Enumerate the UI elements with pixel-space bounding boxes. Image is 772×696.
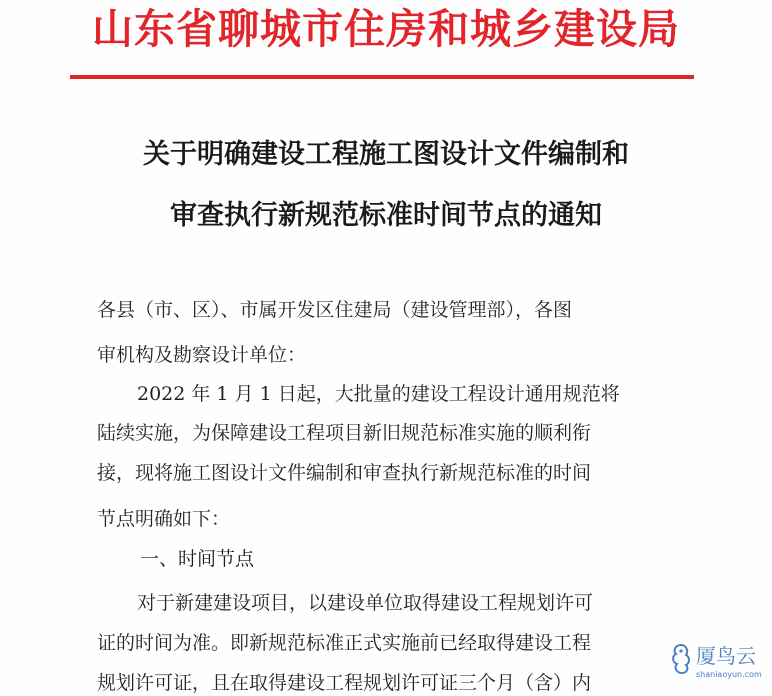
paragraph-line: 接，现将施工图设计文件编制和审查执行新规范标准的时间 [97,462,592,484]
paragraph-line: 2022 年 1 月 1 日起，大批量的建设工程设计通用规范将 [137,383,620,405]
paragraph-line: 节点明确如下： [97,508,231,530]
addressee-line-2: 审机构及勘察设计单位： [97,344,307,366]
paragraph-line: 规划许可证，且在取得建设工程规划许可证三个月（含）内 [97,672,592,694]
bird-logo-icon [668,642,694,676]
document-title-line-2: 审查执行新规范标准时间节点的通知 [170,200,602,231]
paragraph-line: 对于新建建设项目，以建设单位取得建设工程规划许可 [137,592,594,614]
header-red-rule [70,75,694,79]
watermark-url: shaniaoyun.com [696,670,762,679]
issuing-organization-header: 山东省聊城市住房和城乡建设局 [92,5,680,53]
watermark-brand: 厦鸟云 [696,644,756,668]
document-title-line-1: 关于明确建设工程施工图设计文件编制和 [143,139,629,170]
addressee-line-1: 各县（市、区）、市属开发区住建局（建设管理部），各图 [97,299,573,321]
paragraph-line: 陆续实施，为保障建设工程项目新旧规范标准实施的顺利衔 [97,422,592,444]
section-heading-time-node: 一、时间节点 [140,548,255,570]
site-watermark [668,636,760,690]
paragraph-line: 证的时间为准。即新规范标准正式实施前已经取得建设工程 [97,632,592,654]
